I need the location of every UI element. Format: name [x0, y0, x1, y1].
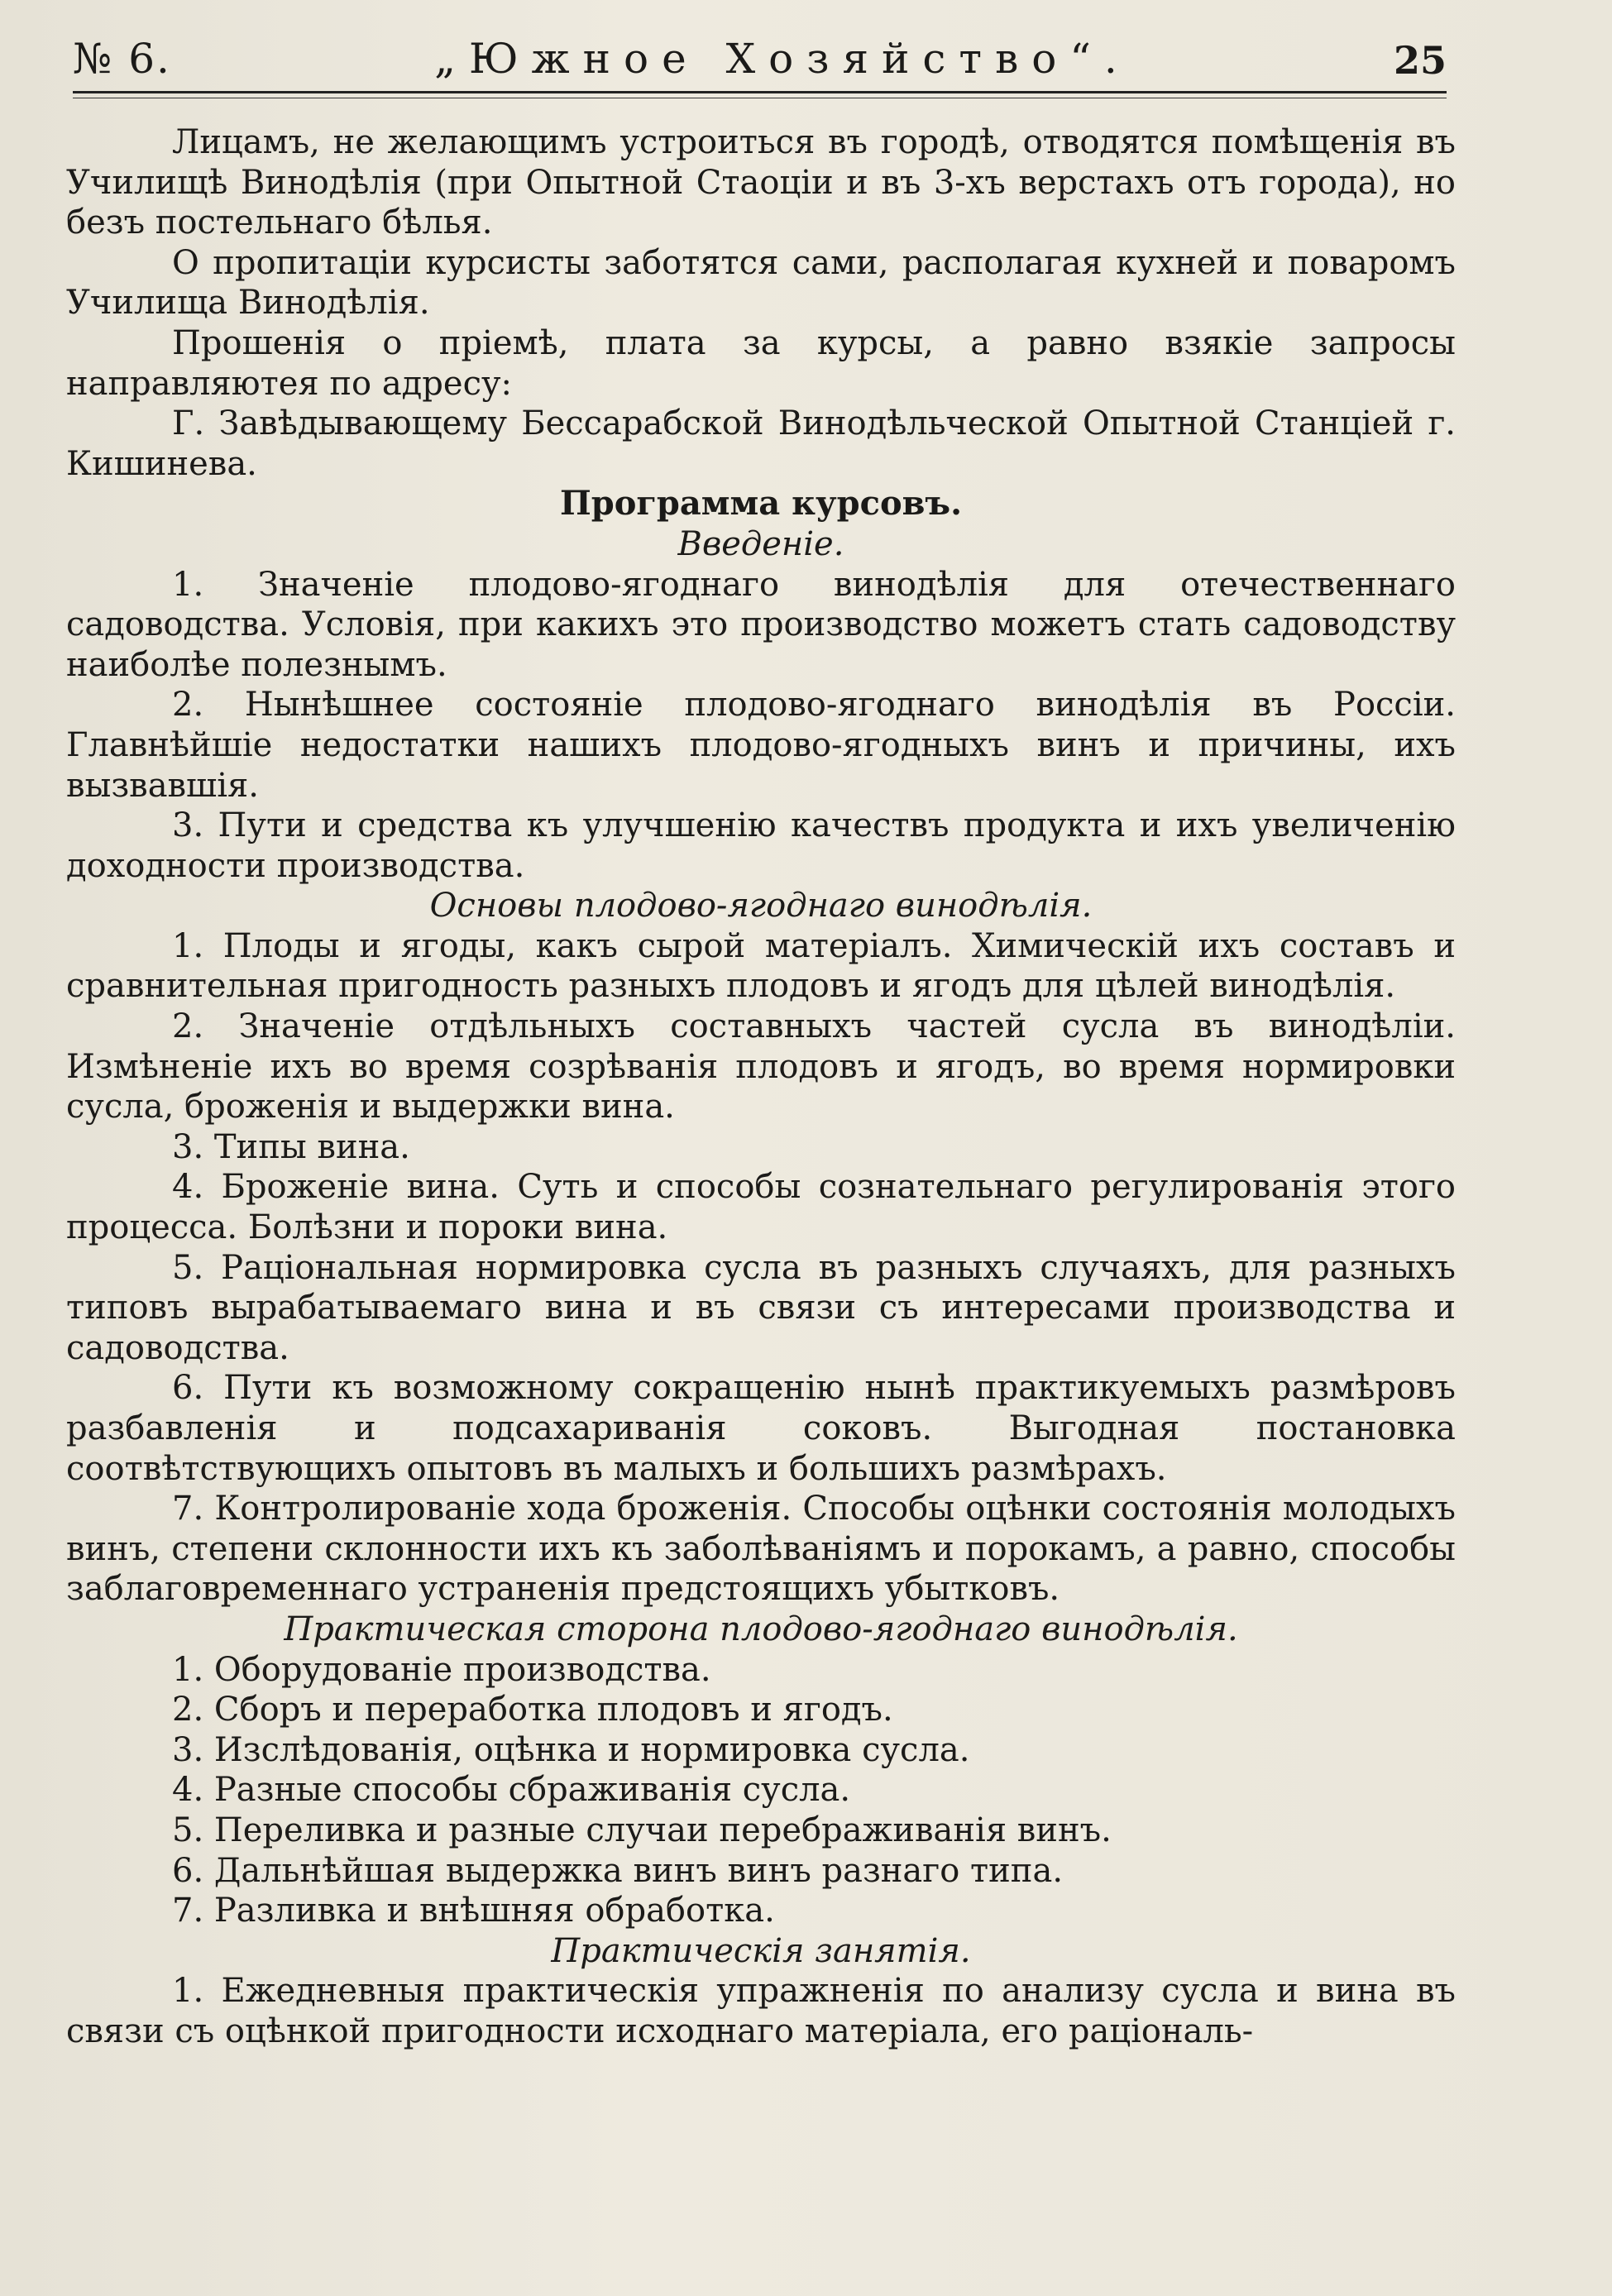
running-header	[73, 25, 1447, 83]
article-body	[66, 122, 1456, 2052]
list-item: 3. Пути и средства къ улучшенію качествъ продукта и ихъ увеличенію доходности производства.	[66, 806, 1456, 885]
list-item: 3. Изслѣдованія, оцѣнка и нормировка сусла.	[172, 1730, 970, 1769]
section-title-introduction: Введеніе.	[677, 524, 844, 563]
page-number: 25	[1393, 38, 1447, 83]
program-heading: Программа курсовъ.	[559, 484, 963, 524]
exercises-list	[66, 1971, 1456, 2051]
header-rule-thick	[73, 91, 1447, 93]
list-item: 1. Плоды и ягоды, какъ сырой матеріалъ. Химическій ихъ составъ и сравнительная пригодность разныхъ плодовъ и ягодъ для цѣлей винодѣлія.	[66, 926, 1456, 1006]
list-item: 6. Дальнѣйшая выдержка винъ винъ разнаго типа.	[172, 1851, 1064, 1890]
section-title-basics: Основы плодово-ягоднаго винодѣлія.	[429, 887, 1093, 926]
list-item: 1. Значеніе плодово-ягоднаго винодѣлія для отечественнаго садоводства. Условія, при какихъ это производство можетъ стать садоводству наиболѣе полезнымъ.	[66, 565, 1456, 684]
list-item: 6. Пути къ возможному сокращенію нынѣ практикуемыхъ размѣровъ разбавленія и подсахариванія соковъ. Выгодная постановка соотвѣтствующихъ опытовъ въ малыхъ и большихъ размѣрахъ.	[66, 1369, 1456, 1488]
basics-list	[66, 926, 1456, 1610]
list-item: 2. Нынѣшнее состояніе плодово-ягоднаго винодѣлія въ Россіи. Главнѣйшіе недостатки нашихъ плодово-ягодныхъ винъ и причины, ихъ вызвавшія.	[66, 686, 1456, 805]
issue-number: № 6.	[73, 35, 171, 83]
list-item: 2. Значеніе отдѣльныхъ составныхъ частей сусла въ винодѣліи. Измѣненіе ихъ во время созрѣванія плодовъ и ягодъ, во время нормировки сусла, броженія и выдержки вина.	[66, 1007, 1456, 1126]
journal-title: „Южное Хозяйство“.	[434, 35, 1131, 83]
intro-paragraph: О пропитаціи курсисты заботятся сами, располагая кухней и поваромъ Училища Винодѣлія.	[66, 243, 1456, 323]
section-title-practice: Практическая сторона плодово-ягоднаго винодѣлія.	[284, 1610, 1238, 1648]
list-item: 5. Переливка и разные случаи перебраживанія винъ.	[172, 1810, 1112, 1849]
list-item: 1. Ежедневныя практическія упражненія по анализу сусла и вина въ связи съ оцѣнкой пригодности исходнаго матеріала, его раціональ-	[66, 1972, 1456, 2050]
list-item: 7. Контролированіе хода броженія. Способы оцѣнки состоянія молодыхъ винъ, степени склонности ихъ къ заболѣваніямъ и порокамъ, а равно, способы заблаговременнаго устраненія предстоящихъ убытковъ.	[66, 1490, 1456, 1609]
intro-paragraph: Прошенія о пріемѣ, плата за курсы, а равно взякіе запросы направляютея по адресу:	[66, 323, 1456, 403]
list-item: 4. Разные способы сбраживанія сусла.	[172, 1771, 851, 1810]
list-item: 2. Сборъ и переработка плодовъ и ягодъ.	[172, 1691, 893, 1729]
section-title-exercises: Практическія занятія.	[551, 1931, 971, 1970]
intro-paragraph: Лицамъ, не желающимъ устроиться въ городѣ, отводятся помѣщенія въ Училищѣ Винодѣлія (при Опытной Стаоціи и въ 3-хъ верстахъ отъ города), но безъ постельнаго бѣлья.	[66, 123, 1456, 242]
list-item: 3. Типы вина.	[172, 1127, 410, 1166]
list-item: 4. Броженіе вина. Суть и способы сознательнаго регулированія этого процесса. Болѣзни и пороки вина.	[66, 1168, 1456, 1247]
list-item: 5. Раціональная нормировка сусла въ разныхъ случаяхъ, для разныхъ типовъ вырабатываемаго вина и въ связи съ интересами производства и садоводства.	[66, 1248, 1456, 1367]
introduction-list	[66, 565, 1456, 887]
practice-list	[66, 1650, 1456, 1931]
address-paragraph: Г. Завѣдывающему Бессарабской Винодѣльческой Опытной Станціей г. Кишинева.	[66, 404, 1456, 483]
list-item: 7. Разливка и внѣшняя обработка.	[172, 1892, 775, 1930]
list-item: 1. Оборудованіе производства.	[172, 1650, 711, 1689]
